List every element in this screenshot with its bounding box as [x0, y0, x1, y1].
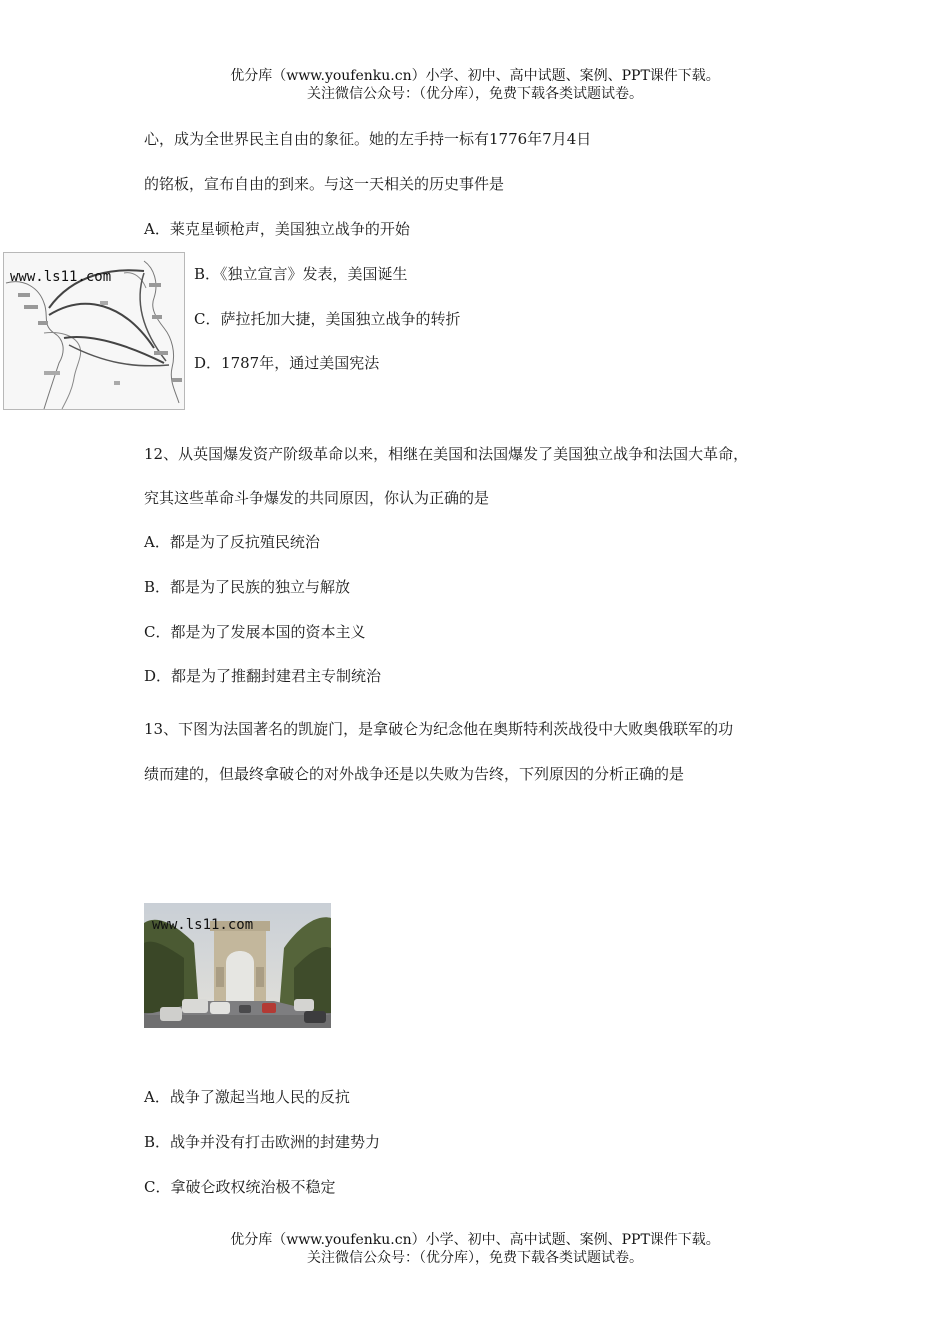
q12-text-line2: 究其这些革命斗争爆发的共同原因，你认为正确的是 — [144, 489, 490, 507]
q13-text-line2: 绩而建的，但最终拿破仑的对外战争还是以失败为告终，下列原因的分析正确的是 — [144, 765, 685, 783]
q11-text-line1: 心，成为全世界民主自由的象征。她的左手持一标有1776年7月4日 — [144, 130, 592, 148]
map-watermark: www.ls11.com — [10, 269, 112, 285]
q13-text-line1: 13、下图为法国著名的凯旋门，是拿破仑为纪念他在奥斯特利茨战役中大败奥俄联军的功 — [144, 720, 734, 738]
q12-text-line1: 12、从英国爆发资产阶级革命以来，相继在美国和法国爆发了美国独立战争和法国大革命， — [144, 445, 749, 463]
page-header-line2: 关注微信公众号：（优分库），免费下载各类试题试卷。 — [307, 86, 643, 102]
q12-option-d: D．都是为了推翻封建君主专制统治 — [144, 667, 382, 685]
arc-de-triomphe-photo — [144, 903, 331, 1028]
q11-text-line2: 的铭板，宣布自由的到来。与这一天相关的历史事件是 — [144, 175, 505, 193]
q12-option-a: A．都是为了反抗殖民统治 — [144, 533, 320, 551]
q11-option-a: A．莱克星顿枪声，美国独立战争的开始 — [144, 220, 410, 238]
q12-option-b: B．都是为了民族的独立与解放 — [144, 578, 351, 596]
photo-watermark: www.ls11.com — [152, 917, 254, 933]
trade-route-map-image — [3, 252, 185, 410]
page-footer-line1: 优分库（www.youfenku.cn）小学、初中、高中试题、案例、PPT课件下载。 — [230, 1232, 720, 1248]
q13-option-c: C．拿破仑政权统治极不稳定 — [144, 1178, 336, 1196]
q11-option-d: D．1787年，通过美国宪法 — [194, 354, 380, 372]
q11-option-c: C．萨拉托加大捷，美国独立战争的转折 — [194, 310, 461, 328]
page-header-line1: 优分库（www.youfenku.cn）小学、初中、高中试题、案例、PPT课件下载。 — [230, 68, 720, 84]
page-footer-line2: 关注微信公众号：（优分库），免费下载各类试题试卷。 — [307, 1250, 643, 1266]
q13-option-b: B．战争并没有打击欧洲的封建势力 — [144, 1133, 381, 1151]
q12-option-c: C．都是为了发展本国的资本主义 — [144, 623, 366, 641]
q11-option-b: B．《独立宣言》发表，美国诞生 — [194, 265, 408, 283]
q13-option-a: A．战争了激起当地人民的反抗 — [144, 1088, 350, 1106]
